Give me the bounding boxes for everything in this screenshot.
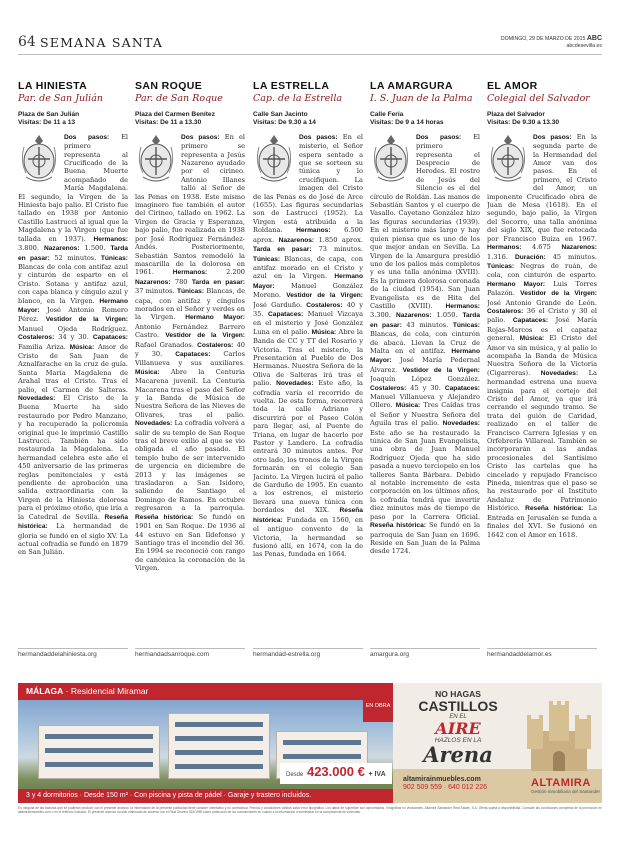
brotherhood-crest-icon <box>487 133 529 185</box>
field-value: Manuel Ojeda Rodríguez. <box>18 324 128 333</box>
field-value: Carlos Villanueva y sus auxiliares. <box>135 349 245 368</box>
field-label: Dos pasos: <box>416 133 462 141</box>
field-label: Capataces: <box>175 350 211 358</box>
brotherhood-website[interactable]: hermandad-estrella.org <box>253 648 363 658</box>
brotherhood-crest-icon <box>135 133 177 185</box>
brotherhood-crest-icon <box>18 133 60 185</box>
page-header <box>18 34 602 55</box>
field-label: Túnicas: <box>176 288 205 296</box>
field-value: José María Pedernal Álvarez. <box>370 356 480 374</box>
field-value: La hermandad de gloria se fundó en el siglo XV. La actual cofradía se fundó en 1879 en San Julián. <box>18 522 128 557</box>
ad-slogan-panel <box>393 683 602 803</box>
slogan-line: HAZLOS EN LA <box>434 737 482 744</box>
altamira-logo <box>531 777 600 794</box>
field-value: 780 <box>170 277 188 286</box>
field-label: Capataces: <box>92 334 128 342</box>
ad-contact[interactable] <box>403 776 487 792</box>
field-label: Dos pasos: <box>181 133 220 141</box>
field-label: Hermanos: <box>296 227 331 235</box>
header-site: abcdesevilla.es <box>566 43 602 49</box>
en-obra-badge: EN OBRA <box>363 700 393 722</box>
field-value: 1.500. <box>79 244 106 253</box>
field-value: Blancas, de capa, con antifaz morado en el Cristo y azul en la Virgen. <box>253 254 363 281</box>
slogan-line: AIRE <box>435 719 481 738</box>
slogan-line: Arena <box>423 742 493 767</box>
brotherhood-column <box>253 80 363 658</box>
field-value: José Antonio Romero Pérez. <box>18 305 128 324</box>
section-title: SEMANA SANTA <box>40 35 164 50</box>
brotherhood-crest-icon <box>253 133 295 185</box>
field-value: 34 y 30. <box>54 333 89 342</box>
field-label: Reseña histórica: <box>18 513 128 531</box>
field-label: Música: <box>311 328 337 336</box>
field-label: Costaleros: <box>487 307 524 315</box>
field-value: 37 minutos. <box>135 287 175 296</box>
field-value: 45 minutos. <box>545 252 597 261</box>
field-value: José Garduño. <box>253 300 303 309</box>
field-value: En el misterio, el Señor espera sentado a que se sorteen su túnica y lo crucifiquen. La imagen del Cristo de las Penas es de José de Arce (1655). Las figuras secundarias son de Lastrucci (1952). La Virgen está atribuida a la Roldana. <box>253 132 363 235</box>
ad-features: 3 y 4 dormitorios · Desde 150 m² · Con piscina y pista de pádel · Garaje y trastero incluidos. <box>18 789 393 803</box>
field-value: Tres Caídas tras el Señor y Nuestra Señora del Águila tras el palio. <box>370 401 480 428</box>
brotherhood-column <box>370 80 480 658</box>
field-label: Música: <box>135 368 160 376</box>
field-label: Reseña histórica: <box>135 513 194 521</box>
slogan-line: CASTILLOS <box>418 698 498 714</box>
header-date-block <box>501 35 602 50</box>
brotherhood-title: LA AMARGURA <box>370 80 453 92</box>
brand-name: ALTAMIRA <box>531 777 591 789</box>
field-value: La hermandad estrena una nueva insignia para el cortejo del Cristo del Amor, ya que irá cerrando el segundo tramo. Se trata del guión de Caridad, realizado en el taller de Francisco Carrera Iglesias y en Orfebrería Villareal. También se incorporarán a las andas procesionales del Santísimo Cristo las cartelas que ha cincelado y repujado Francisco Pineda, mientras que el paso se ha restaurado por el Instituto Andaluz de Patrimonio Histórico. <box>487 368 597 513</box>
field-value: El Cristo de la Buena Muerte ha sido restaurado por Pedro Manzano, y ha recuperado la policromía original que le imprimió Castillo Lastrucci. También ha sido restaurada la Magdalena. La hermandad celebra este año el 450 aniversario de las primeras reglas penitenciales y está pendiente de aprobación una salida extraordinaria con la Virgen de la Hiniesta dolorosa para el próximo otoño, que iría a la Catedral de Sevilla. <box>18 394 128 521</box>
field-value: 40 y 30. <box>135 340 245 358</box>
field-value: El Cristo del Amor va sin música, y al palio lo acompaña la Banda de Música Nuestra Señora de la Victoria (Cigarreras). <box>487 334 597 377</box>
field-value: Este año se ha restaurado la túnica de San Juan Evangelista, una obra de Juan Manuel Rodríguez Ojeda que ha sido pasada a nuevo terciopelo en los talleres Santa Bárbara. Debido al notable incremento de esta corporación en los últimos años, la cofradía tendrá que invertir diez minutos más de tiempo de paso por la Carrera Oficial. <box>370 428 480 521</box>
field-value: 4.675 <box>521 243 551 252</box>
page-number: 64 <box>18 34 36 50</box>
field-label: Hermanos: <box>93 235 128 243</box>
field-value: 3.800. <box>18 244 39 253</box>
field-value: El primero representa el Desprecio de Herodes. El rostro de Jesús del Silencio es el del círculo de Roldán. Las manos de Sebastián Santos y el cuerpo de Vasallo. Cayetano González hizo las figuras secundarias (1939). En el misterio más largo y hay quien piensa que es uno de los que mejor andan en Sevilla. La Virgen de la Amargura presidió uno de los palios más completos y es una talla anónima (XVIII). Es la primera dolorosa coronada de la ciudad (1954). San Juan Evangelista es de Hita del Castillo (XVIII). <box>370 132 480 310</box>
brotherhood-title: LA HINIESTA <box>18 80 88 92</box>
visit-info <box>370 111 480 128</box>
visit-info <box>135 111 245 128</box>
building-illustration <box>38 725 160 779</box>
field-label: Tarda en pasar: <box>253 246 312 254</box>
brand-tagline: Gestión Inmobiliaria del Santander <box>531 789 601 794</box>
field-label: Hermano Mayor: <box>253 273 363 290</box>
field-label: Novedades: <box>135 420 173 428</box>
field-label: Tarda en pasar: <box>191 278 245 286</box>
field-label: Costaleros: <box>306 301 343 309</box>
place-name: Plaza del Carmen Benítez <box>135 111 215 118</box>
brotherhood-crest-icon <box>370 133 412 185</box>
field-label: Nazarenos: <box>43 245 80 253</box>
field-label: Nazarenos: <box>278 236 315 244</box>
field-label: Nazarenos: <box>561 244 597 252</box>
field-value: Negras de ruán, de cola, con cinturón de esparto. <box>487 261 597 280</box>
field-label: Música: <box>519 335 545 343</box>
field-value: Este año, la cofradía varía el recorrido de vuelta. De esta forma, recorrerá toda la calle Adriano y discurrirá por el Paseo Colón para llegar, así, al Puente de Triana, en lugar de hacerlo por Pastor y Landero. La cofradía entrará 30 minutos antes. Por otro lado, los tronos de la Virgen formarán en el colegio San Jacinto. La Virgen lucirá el palio de Garduño de 1995. En cuanto a los estrenos, el misterio llevará una nueva túnica con bordados del XIX. <box>253 379 363 515</box>
field-label: Vestidor de la Virgen: <box>402 366 480 374</box>
field-value: En la segunda parte de la Hermandad del Amor van dos pasos. En el primero, el Cristo del Amor, un imponente Crucificado obra de Juan de Mesa (1618). En el segundo, bajo palio, la Virgen del Socorro, una talla anónima del siglo XIX, que fue retocada por Francisco Buiza en 1967. <box>487 132 597 243</box>
brotherhood-title: EL AMOR <box>487 80 538 92</box>
ad-phones: 902 509 559 · 640 012 226 <box>403 784 488 791</box>
field-value: Fundada en 1560, en el antiguo convento de la Victoria, la hermandad se fusionó allí, en 1674, con la de las Penas, fundada en 1664. <box>253 515 363 559</box>
ad-slogan <box>403 689 513 766</box>
header-date: DOMINGO, 29 DE MARZO DE 2015 <box>500 36 586 42</box>
field-value: Blancas, de capa, con antifaz y cíngulos morados en el Señor y verdes en la Virgen. <box>135 287 245 322</box>
brotherhood-website[interactable]: hermandadsanroque.com <box>135 648 245 658</box>
field-label: Nazarenos: <box>395 312 432 320</box>
brotherhood-website[interactable]: hermandaddelamor.es <box>487 648 597 658</box>
visit-info <box>18 111 128 128</box>
field-label: Túnicas: <box>100 254 128 262</box>
field-value: 1.316. <box>487 252 508 261</box>
field-value: La Entrada en Jerusalén se funda a finales del XVI. Se fusionó en 1642 con el Amor en 1618. <box>487 504 597 539</box>
field-value: 40 y 35. <box>253 300 363 318</box>
field-label: Hermano Mayor: <box>185 314 245 322</box>
brotherhood-title: LA ESTRELLA <box>253 80 330 92</box>
field-label: Hermano Mayor: <box>487 280 546 288</box>
visiting-hours: Visitas: De 11 a 13.30 <box>135 119 202 127</box>
brotherhood-parish: Colegial del Salvador <box>487 93 590 104</box>
field-value: Familia Ariza. <box>18 342 66 351</box>
field-value: 73 minutos. <box>311 245 363 254</box>
field-label: Novedades: <box>442 420 480 428</box>
brotherhood-column <box>135 80 245 658</box>
field-label: Costaleros: <box>370 384 407 392</box>
field-value: 1.850 aprox. <box>314 235 363 244</box>
field-value: José María Rojas-Marcos es el capataz general. <box>487 316 597 343</box>
place-name: Calle San Jacinto <box>253 111 308 118</box>
field-value: Se fundó en 1901 en San Roque. De 1936 al 44 estuvo en San Ildefonso y Santiago tras el incendio del 36. En 1994 se reconoció con rango de canónica la coronación de la Virgen. <box>135 512 245 573</box>
field-label: Capataces: <box>444 384 480 392</box>
field-value: Abre la Banda de CC y TT del Rosario y Victoria. Tras el misterio, la Presentación al Pueblo de Dos Hermanas. Nuestra Señora de la Oliva de Salteras irá tras el palio. <box>253 327 363 388</box>
brotherhood-website[interactable]: amargura.org <box>370 648 480 658</box>
visit-info <box>487 111 597 128</box>
field-label: Túnicas: <box>253 255 281 263</box>
visiting-hours: Visitas: De 9 a 14 horas <box>370 119 444 127</box>
field-label: Vestidor de la Virgen: <box>45 316 128 324</box>
brotherhood-body <box>135 133 245 573</box>
field-label: Capataces: <box>268 310 304 318</box>
field-label: Reseña histórica: <box>525 505 584 513</box>
field-label: Novedades: <box>540 369 579 377</box>
field-label: Tarda en pasar: <box>18 245 128 262</box>
sandcastle-icon <box>523 697 595 771</box>
ad-price-box <box>280 763 392 784</box>
brotherhood-website[interactable]: hermandaddelahiniesta.org <box>18 648 128 658</box>
real-estate-ad[interactable] <box>18 683 602 803</box>
field-value: Blancas de cola con antifaz azul y cinturón de esparto en el Cristo. Sotana y antifaz azul, con capa blanca y cíngulo azul y blanco, en la Virgen. <box>18 262 128 305</box>
field-label: Tarda en pasar: <box>370 312 480 329</box>
field-value: Blancas, de cola, con cinturón de abacá. Llevan la Cruz de Malta en el antifaz. <box>370 330 480 355</box>
field-label: Reseña histórica: <box>370 522 426 530</box>
ad-banner: MÁLAGA · Residencial Miramar <box>18 683 393 700</box>
brotherhood-parish: Par. de San Julián <box>18 93 103 104</box>
field-value: El primero representa al Crucificado de la Buena Muerte acompañado de María Magdalena. El segundo, la Virgen de la Hiniesta bajo palio. El Cristo fue tallado en 1938 por Antonio Castillo Lastrucci al igual que la Magdalena y la Virgen (que fue tallada en 1937). <box>18 132 128 243</box>
visiting-hours: Visitas: De 9.30 a 13.30 <box>487 119 560 127</box>
brotherhood-body <box>18 133 128 557</box>
visit-info <box>253 111 363 128</box>
field-label: Nazarenos: <box>135 278 171 286</box>
field-label: Novedades: <box>18 395 56 402</box>
header-brand: ABC <box>586 35 602 42</box>
brotherhood-title: SAN ROQUE <box>135 80 203 92</box>
place-name: Calle Feria <box>370 111 404 118</box>
field-label: Túnicas: <box>452 321 480 329</box>
field-label: Costaleros: <box>197 341 234 349</box>
field-label: Dos pasos: <box>64 133 110 141</box>
ad-price: 423.000 € <box>306 764 365 779</box>
ad-website[interactable]: altamirainmuebles.com <box>403 776 481 783</box>
brotherhood-body <box>370 133 480 556</box>
field-label: Reseña histórica: <box>253 507 363 524</box>
visiting-hours: Visitas: De 9.30 a 14 <box>253 119 316 127</box>
field-label: Hermanos: <box>172 269 208 277</box>
field-value: 45 y 30. <box>406 383 441 392</box>
field-label: Hermano Mayor: <box>18 297 128 314</box>
field-value: Abre la Centuria Macarena juvenil. La Centuria Macarena tras el paso del Señor y la Banda de Música de Nuestra Señora de las Nieves de Olivares, tras el palio. <box>135 367 245 419</box>
field-value: Antonio Fernández Barrero Castro. <box>135 322 245 340</box>
field-label: Capataces: <box>512 317 549 325</box>
brotherhood-column <box>487 80 597 658</box>
field-label: Costaleros: <box>18 334 55 342</box>
field-value: Rafael Granados. <box>135 340 194 349</box>
field-label: Hermanos: <box>445 302 480 310</box>
field-value: 6.500 aprox. <box>253 226 363 244</box>
field-label: Hermanos: <box>487 244 522 252</box>
field-value: Joaquín López González. <box>370 375 480 384</box>
building-illustration <box>168 713 270 779</box>
field-label: Música: <box>395 402 421 410</box>
field-label: Hermano Mayor: <box>370 347 480 365</box>
brotherhood-parish: Par. de San Roque <box>135 93 223 104</box>
ad-photo <box>18 683 393 803</box>
ad-legal-text: En ninguna de las facturas que se pudieran producir con el presente anuncio, la información de la presente publicidad tiene carácter orientativo y no contractual. Precios y condiciones válidos salvo error tipográfico. Los datos de superficie son aproximados. Infografías no vinculantes. Altamira Santander Real Estate, S.A. Oferta sujeta a disponibilidad. Consulte las condiciones completas de la promoción en altamirainmuebles.com o en el teléfono indicado. El presente anuncio ha sido elaborado de acuerdo con el Real Decreto 515/1989 sobre protección de los consumidores en cuanto a la información a suministrar en la compraventa de viviendas. <box>18 806 602 814</box>
field-value: José Antonio Grande de León. <box>487 298 597 307</box>
field-value: En el primero se representa a Jesús Nazareno ayudado por el cirineo. Antonio Illanes talló al Señor de las Penas en 1938. Este mismo imaginero fue también el autor del Cirineo, tallado en 1962. La Virgen de Gracia y Esperanza, bajo palio, fue realizada en 1938 por José Rodríguez Fernández-Andés. Posteriormente, Sebastián Santos remodeló la mascarilla de la dolorosa en 1961. <box>135 132 245 277</box>
field-label: Música: <box>69 343 95 351</box>
field-value: 52 minutos. <box>49 253 97 262</box>
brotherhood-column <box>18 80 128 658</box>
field-value: Manuel González Moreno. <box>253 281 363 300</box>
field-value: 43 minutos. <box>401 320 449 329</box>
field-label: Dos pasos: <box>533 133 572 141</box>
field-value: Se fundó en la parroquia de San Juan en 1696. Reside en San Juan de la Palma desde 1724. <box>370 521 480 556</box>
slogan-line: EN EL <box>449 714 467 720</box>
field-label: Duración: <box>514 253 546 261</box>
field-value: 3.300. <box>370 311 391 320</box>
field-value: 2.200 <box>207 268 245 277</box>
field-label: Dos pasos: <box>299 133 338 141</box>
brotherhood-body <box>487 133 597 539</box>
field-value: La cofradía volverá a salir de su templo de San Roque tras el breve exilio al que se vio obligada el año pasado. El templo hubo de ser intervenido de urgencia en diciembre de 2013 y las imágenes se trasladaron a San Isidoro, saliendo de Santiago el Domingo de Ramos. En octubre regresaron a la parroquia. <box>135 419 245 513</box>
field-label: Novedades: <box>276 380 314 388</box>
field-value: 36 el Cristo y 30 el palio. <box>487 306 597 325</box>
brotherhood-body <box>253 133 363 559</box>
price-prefix: Desde <box>286 772 304 778</box>
place-name: Plaza del Salvador <box>487 111 545 118</box>
field-value: Manuel Vizcaya en el misterio y José González Luna en el palio. <box>253 309 363 336</box>
ad-city: MÁLAGA <box>26 686 64 696</box>
visiting-hours: Visitas: De 11 a 13 <box>18 119 76 127</box>
field-value: 1.050. <box>431 311 458 320</box>
field-label: Vestidor de la Virgen: <box>286 292 363 300</box>
brotherhood-parish: Cap. de la Estrella <box>253 93 343 104</box>
field-label: Vestidor de la Virgen: <box>165 332 245 340</box>
slogan-line: NO HAGAS <box>435 689 481 699</box>
field-value: Manuel Villanueva y Alejandro Ollero. <box>370 393 480 410</box>
field-label: Túnicas: <box>487 262 515 270</box>
price-suffix: + IVA <box>368 771 386 778</box>
place-name: Plaza de San Julián <box>18 111 80 118</box>
field-label: Vestidor de la Virgen: <box>520 290 597 298</box>
field-value: Amor de Cristo de San Juan de Aznalfarache en la cruz de guía. Santa María Magdalena de Arahal tras el Cristo. Tras el palio, el Carmen de Salteras. <box>18 342 128 394</box>
field-value: Luis Torres Palazón. <box>487 279 597 298</box>
ad-promo: Residencial Miramar <box>70 686 149 696</box>
brotherhood-parish: I. S. Juan de la Palma <box>370 93 473 104</box>
